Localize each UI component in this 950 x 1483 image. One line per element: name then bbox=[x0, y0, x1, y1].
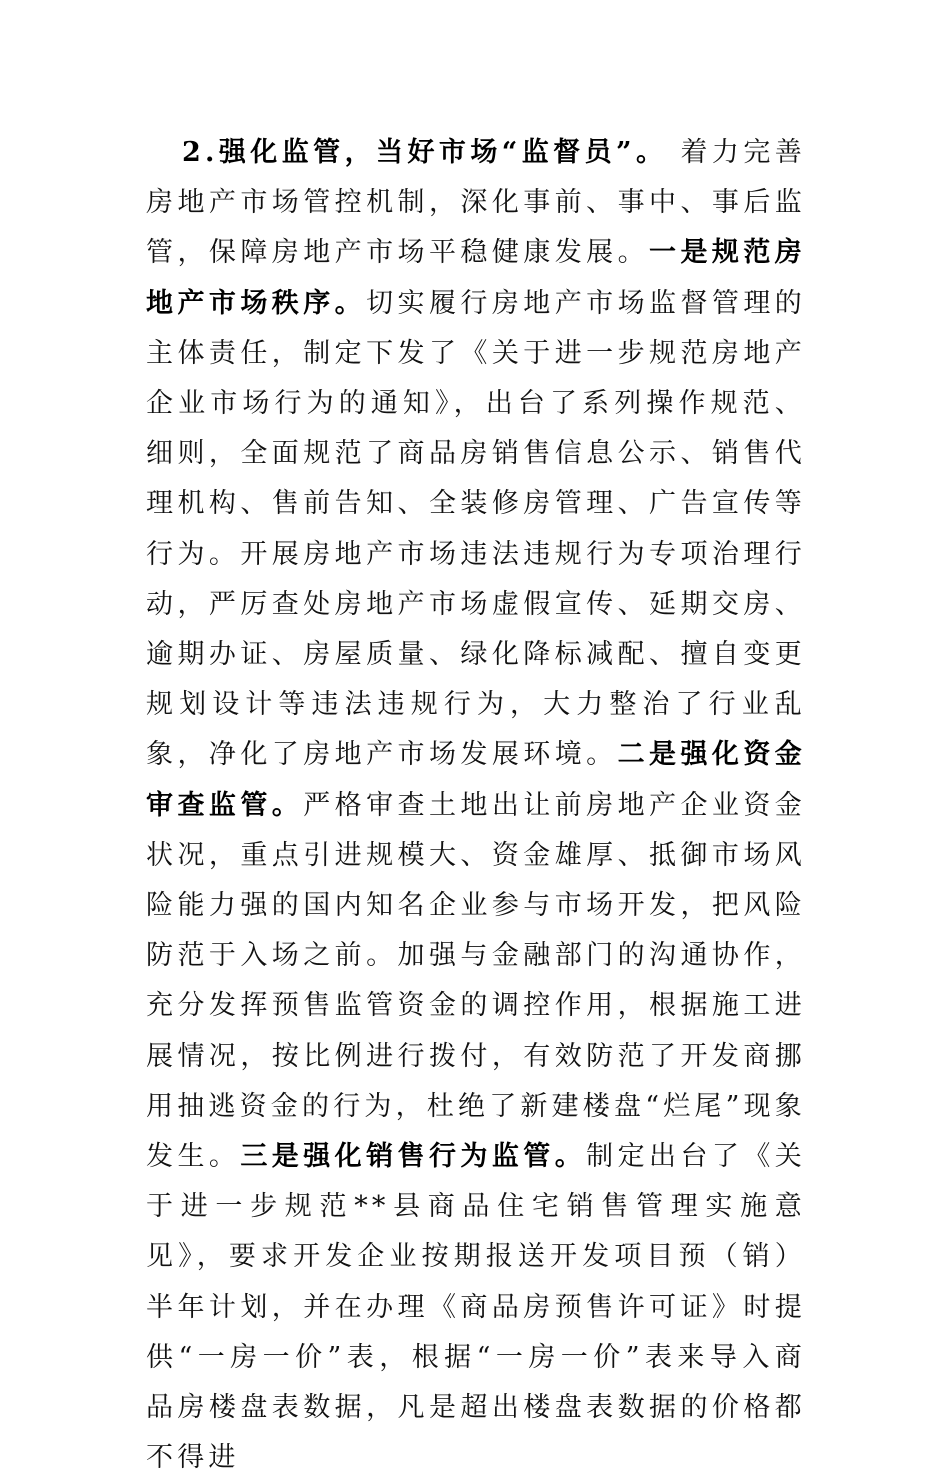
section-intro: 着力完善房地产市场管控机制，深化事前、事中、事后监管，保障房地产市场平稳健康发展。 bbox=[146, 137, 806, 269]
point-2-text: 严格审查土地出让前房地产企业资金状况，重点引进规模大、资金雄厚、抵御市场风险能力强的国内知名企业参与市场开发，把风险防范于入场之前。加强与金融部门的沟通协作，充分发挥预售监管资金的调控作用，根据施工进展情况，按比例进行拨付，有效防范了开发商挪用抽逃资金的行为，杜绝了新建楼盘“烂尾”现象发生。 bbox=[146, 789, 807, 1173]
section-heading: 2.强化监管，当好市场“监督员”。 bbox=[182, 137, 668, 168]
point-3-title: 三是强化销售行为监管。 bbox=[240, 1141, 587, 1173]
point-1-text: 切实履行房地产市场监督管理的主体责任，制定下发了《关于进一步规范房地产企业市场行为的通知》，出台了系列操作规范、细则，全面规范了商品房销售信息公示、销售代理机构、售前告知、全装修房管理、广告宣传等行为。开展房地产市场违法违规行为专项治理行动，严厉查处房地产市场虚假宣传、延期交房、逾期办证、房屋质量、绿化降标减配、擅自变更规划设计等违法违规行为，大力整治了行业乱象，净化了房地产市场发展环境。 bbox=[146, 287, 806, 771]
point-2-title: 二是强化资金审查监管。 bbox=[146, 739, 807, 821]
point-3-text: 制定出台了《关于进一步规范**县商品住宅销售管理实施意见》，要求开发企业按期报送开发项目预（销）半年计划，并在办理《商品房预售许可证》时提供“一房一价”表，根据“一房一价”表来导入商品房楼盘表数据，凡是超出楼盘表数据的价格都不得进 bbox=[146, 1141, 807, 1474]
point-1-title: 一是规范房地产市场秩序。 bbox=[146, 237, 807, 319]
body-paragraph bbox=[146, 128, 806, 1483]
